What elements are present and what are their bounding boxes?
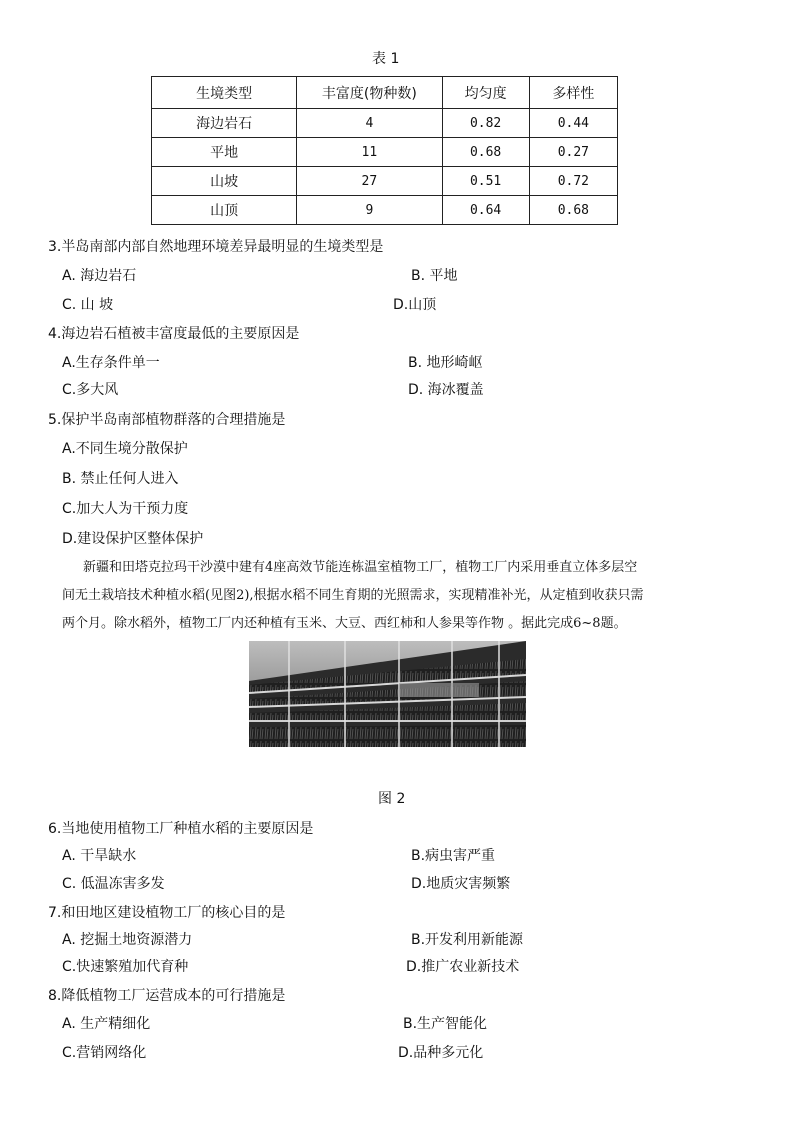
passage-line: 间无土栽培技术种植水稻(见图2),根据水稻不同生育期的光照需求，实现精准补光，从定植到收获只需 [62,588,644,603]
table-cell: 27 [297,167,442,196]
question-4-stem: 4.海边岩石植被丰富度最低的主要原因是 [48,326,300,342]
table-cell: 海边岩石 [152,109,297,138]
table-cell: 4 [297,109,442,138]
table-header-cell: 丰富度(物种数) [297,77,442,109]
table-header-cell: 均匀度 [442,77,529,109]
question-3-option-c[interactable]: C. 山 坡 [62,297,114,313]
table-row [152,167,618,196]
question-4-option-a[interactable]: A.生存条件单一 [62,355,160,371]
table-header-cell: 多样性 [529,77,617,109]
table-row [152,196,618,225]
table-header-cell: 生境类型 [152,77,297,109]
table-cell: 0.68 [442,138,529,167]
figure-caption: 图 2 [378,791,406,807]
question-8-option-d[interactable]: D.品种多元化 [398,1045,484,1061]
question-5-stem: 5.保护半岛南部植物群落的合理措施是 [48,412,286,428]
table-cell: 0.82 [442,109,529,138]
question-5-option-b[interactable]: B. 禁止任何人进入 [62,471,179,487]
question-3-option-b[interactable]: B. 平地 [411,268,458,284]
question-4-option-b[interactable]: B. 地形崎岖 [408,355,483,371]
question-6-option-b[interactable]: B.病虫害严重 [411,848,496,864]
table-cell: 0.51 [442,167,529,196]
question-3-option-a[interactable]: A. 海边岩石 [62,268,137,284]
question-8-stem: 8.降低植物工厂运营成本的可行措施是 [48,988,286,1004]
table-cell: 0.68 [529,196,617,225]
question-8-option-b[interactable]: B.生产智能化 [403,1016,488,1032]
question-7-option-d[interactable]: D.推广农业新技术 [406,959,520,975]
passage-line: 两个月。除水稻外，植物工厂内还种植有玉米、大豆、西红柿和人参果等作物 。据此完成6~8题。 [62,616,627,631]
question-7-option-a[interactable]: A. 挖掘土地资源潜力 [62,932,193,948]
question-5-option-a[interactable]: A.不同生境分散保护 [62,441,188,457]
figure-2-photo [249,641,526,747]
table-row [152,109,618,138]
question-7-option-b[interactable]: B.开发利用新能源 [411,932,524,948]
question-8-option-a[interactable]: A. 生产精细化 [62,1016,151,1032]
table-cell: 0.44 [529,109,617,138]
table-header-row [152,77,618,109]
table-cell: 0.72 [529,167,617,196]
question-4-option-d[interactable]: D. 海冰覆盖 [408,382,484,398]
passage-line: 新疆和田塔克拉玛干沙漠中建有4座高效节能连栋温室植物工厂，植物工厂内采用垂直立体多层空 [83,560,638,575]
table-cell: 9 [297,196,442,225]
question-6-option-c[interactable]: C. 低温冻害多发 [62,876,165,892]
question-6-stem: 6.当地使用植物工厂种植水稻的主要原因是 [48,821,314,837]
table-cell: 0.64 [442,196,529,225]
table-cell: 平地 [152,138,297,167]
question-6-option-a[interactable]: A. 干旱缺水 [62,848,137,864]
question-5-option-d[interactable]: D.建设保护区整体保护 [62,531,204,547]
table-caption: 表 1 [372,51,400,67]
question-3-stem: 3.半岛南部内部自然地理环境差异最明显的生境类型是 [48,239,384,255]
question-8-option-c[interactable]: C.营销网络化 [62,1045,147,1061]
table-cell: 11 [297,138,442,167]
question-7-stem: 7.和田地区建设植物工厂的核心目的是 [48,905,286,921]
habitat-table [151,76,618,225]
question-3-option-d[interactable]: D.山顶 [393,297,437,313]
question-5-option-c[interactable]: C.加大人为干预力度 [62,501,189,517]
table-cell: 山顶 [152,196,297,225]
question-6-option-d[interactable]: D.地质灾害频繁 [411,876,511,892]
table-row [152,138,618,167]
table-cell: 0.27 [529,138,617,167]
passage [62,554,777,638]
question-4-option-c[interactable]: C.多大风 [62,382,119,398]
question-7-option-c[interactable]: C.快速繁殖加代育种 [62,959,189,975]
table-cell: 山坡 [152,167,297,196]
